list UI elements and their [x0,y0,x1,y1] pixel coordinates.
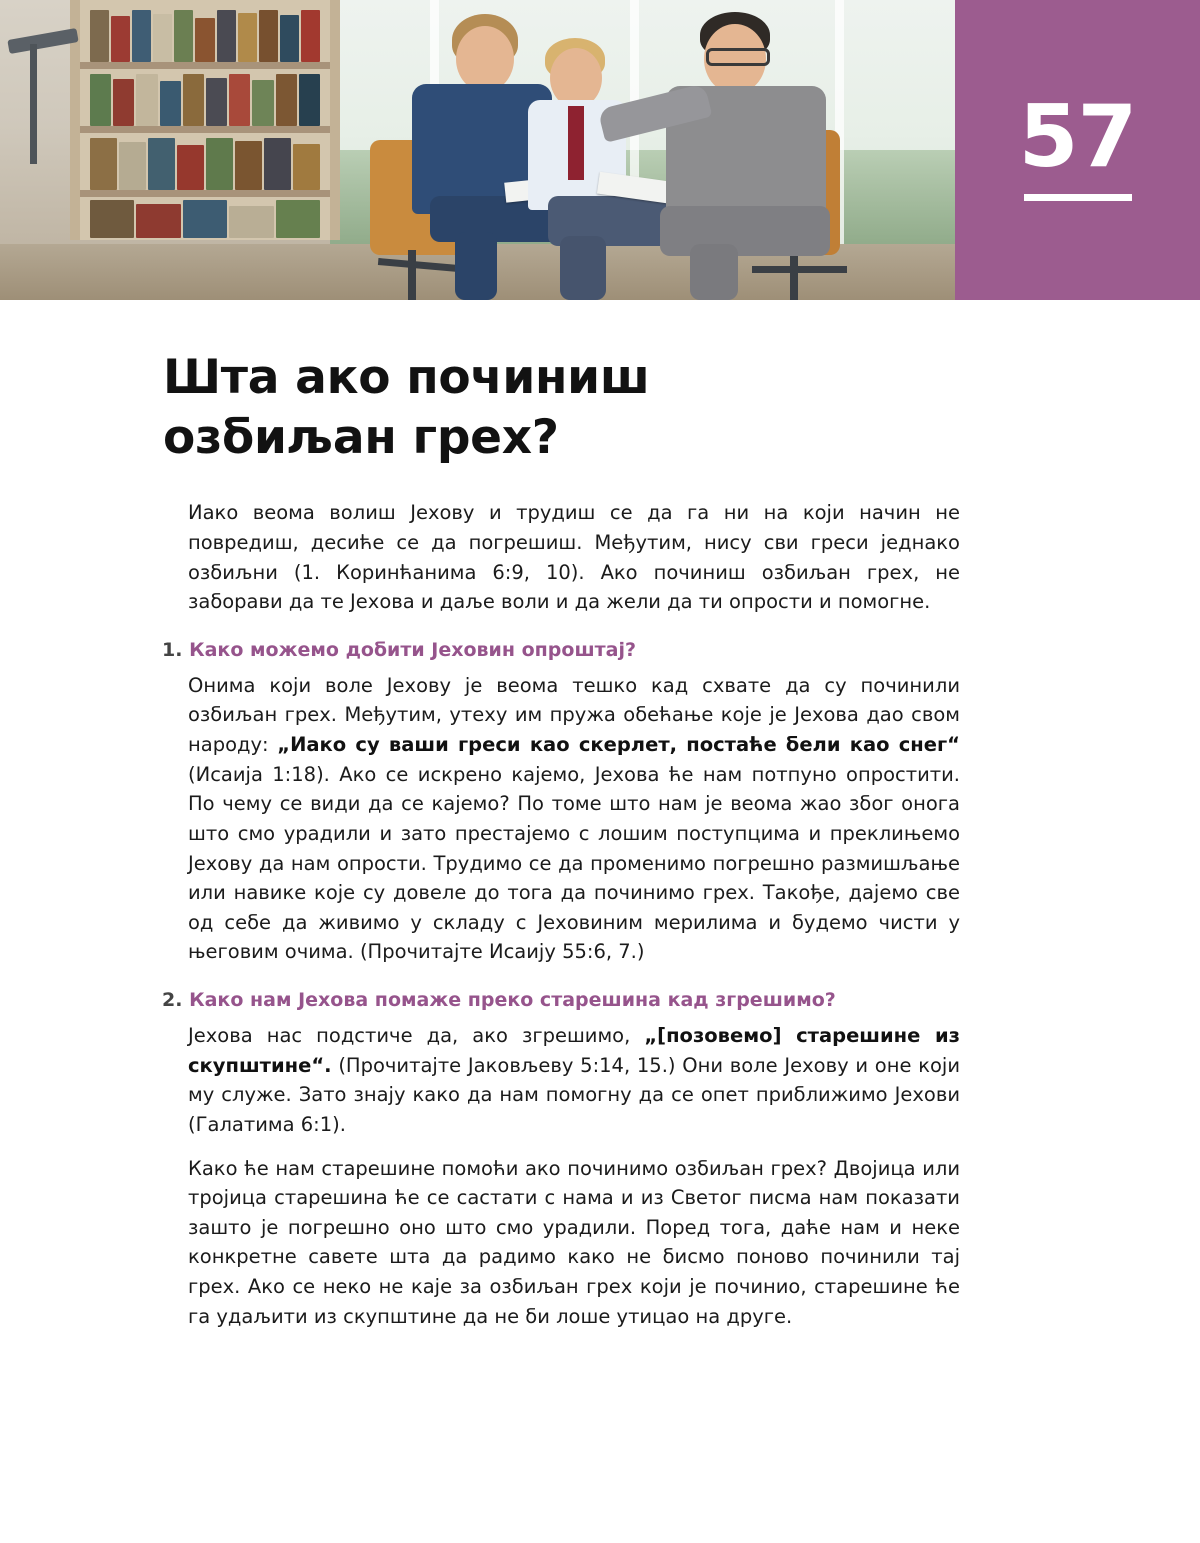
question-1 [162,639,960,661]
shelf-line [80,62,330,69]
shelf-line [80,190,330,197]
hero-photo [0,0,955,300]
question-2-text: Како нам Јехова помаже преко старешина кад згрешимо? [189,989,836,1012]
hero-banner [0,0,1200,300]
page-title [163,348,983,468]
chair-base [752,266,847,273]
section-2-paragraph-1 [188,1021,960,1140]
text-after: (Прочитајте Јаковљеву 5:14, 15.) Они воле Јехову и оне који му служе. Зато знају како да нам помогну да се опет приближимо Јехови (Галатима 6:1). [188,1053,960,1136]
text-before: Онима који воле Јехову је веома тешко кад схвате да су починили озбиљан грех. Међутим, утеху им пружа обећање које је Јехова дао свом народу: [188,673,960,757]
page-title-line1: Шта ако починиш [163,350,650,405]
chapter-number-badge [955,0,1200,300]
question-1-number: 1. [162,638,183,661]
quoted-scripture: „Иако су ваши греси као скерлет, постаће бели као снег“ [277,733,960,757]
chapter-number-rule [1024,194,1132,201]
page-title-line2: озбиљан грех? [163,410,559,466]
section-1-paragraph-1 [188,671,960,967]
chair-leg [408,250,416,300]
photo-lamp-stand [30,44,37,164]
chapter-number: 57 [1018,86,1137,187]
question-1-text: Како можемо добити Јеховин опроштај? [189,638,636,661]
article-page [0,348,1200,1331]
photo-bookshelf [70,0,340,240]
section-2-paragraph-2: Како ће нам старешине помоћи ако починимо озбиљан грех? Двојица или тројица старешина ће се састати с нама и из Светог писма нам показати зашто је погрешно оно што смо урадили. Поред тога, даће нам и неке конкретне савете шта да радимо како не бисмо поново починили тај грех. Ако се неко не каје за озбиљан грех који је починио, старешине ће га удаљити из скупштине да не би лоше утицао на друге. [188,1156,960,1328]
question-2 [162,989,960,1011]
glasses-icon [706,48,770,66]
chair-leg [790,252,798,300]
book-row [90,74,320,126]
intro-paragraph: Иако веома волиш Јехову и трудиш се да га ни на који начин не повредиш, десиће се да погрешиш. Међутим, нису сви греси једнако озбиљни (1. Коринћанима 6:9, 10). Ако починиш озбиљан грех, не заборави да те Јехова и даље воли и да жели да ти опрости и помогне. [188,501,960,614]
text-before: Јехова нас подстиче да, ако згрешимо, [188,1024,645,1048]
quoted-scripture: „[позовемо] старешине из скупштине“. [188,1024,960,1077]
book-row [90,10,320,62]
book-row [90,200,320,238]
article-body [162,498,960,1331]
question-2-number: 2. [162,989,183,1012]
text-after: (Исаија 1:18). Ако се искрено кајемо, Јехова ће нам потпуно опростити. По чему се види да се кајемо? По томе што нам је веома жао због онога што смо урадили и зато престајемо с лошим поступцима и преклињемо Јехову да нам опрости. Трудимо се да променимо погрешно размишљање или навике које су довеле до тога да починимо грех. Такође, дајемо све од себе да живимо у складу с Јеховиним мерилима и будемо чисти у његовим очима. (Прочитајте Исаију 55:6, 7.) [188,762,960,964]
shelf-line [80,126,330,133]
book-row [90,138,320,190]
